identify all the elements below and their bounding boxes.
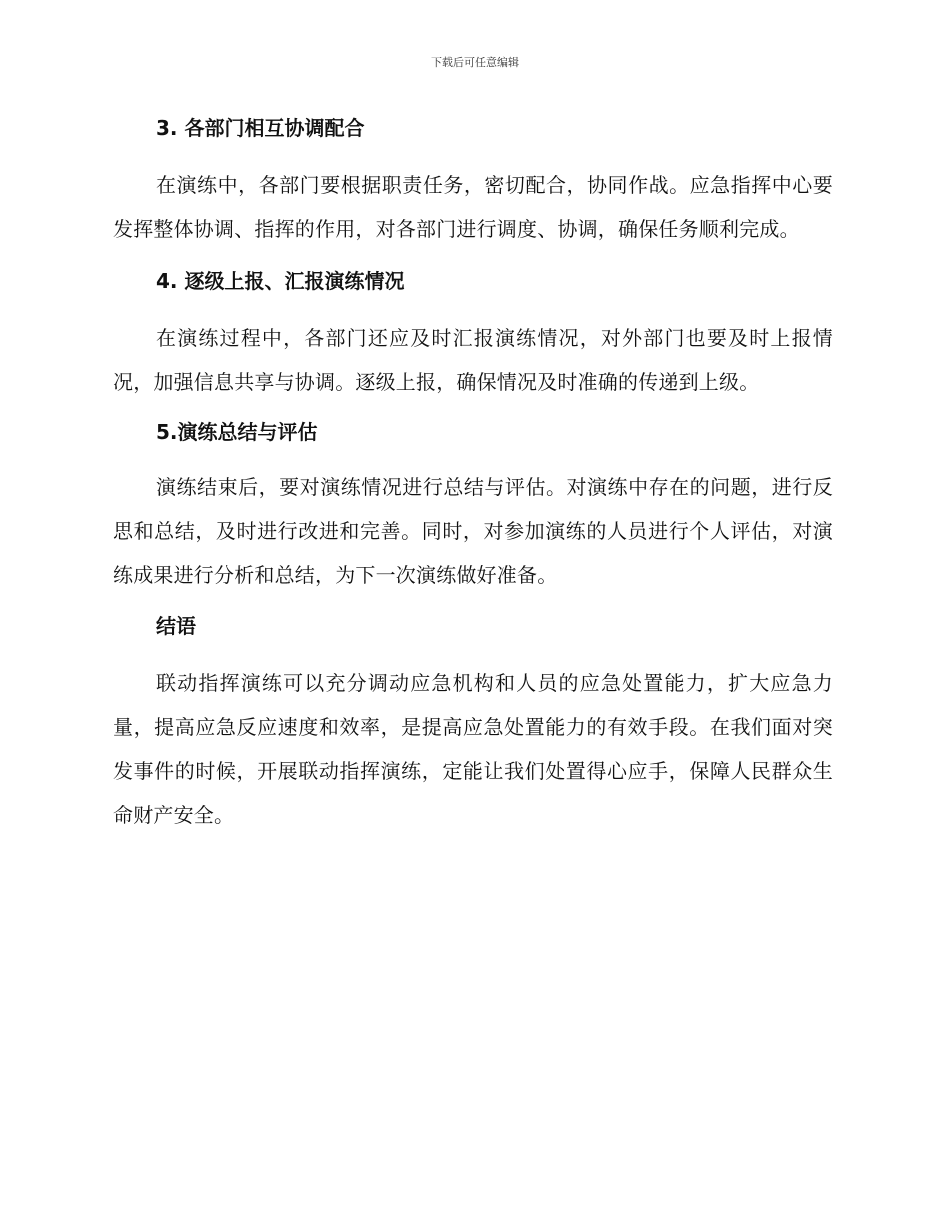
section-paragraph-conclusion: 联动指挥演练可以充分调动应急机构和人员的应急处置能力，扩大应急力量，提高应急反应速度和效率，是提高应急处置能力的有效手段。在我们面对突发事件的时候，开展联动指挥演练，定能让我们处置得心应手，保障人民群众生命财产安全。 [113,671,833,827]
section-paragraph-evaluation: 演练结束后，要对演练情况进行总结与评估。对演练中存在的问题，进行反思和总结，及时进行改进和完善。同时，对参加演练的人员进行个人评估，对演练成果进行分析和总结，为下一次演练做好准备。 [113,475,833,587]
header-note: 下载后可任意编辑 [431,56,519,69]
document-body [113,112,833,837]
section-heading-conclusion: 结语 [156,614,196,638]
section-heading-coordination: 3. 各部门相互协调配合 [156,116,365,140]
section-paragraph-reporting: 在演练过程中，各部门还应及时汇报演练情况，对外部门也要及时上报情况，加强信息共享与协调。逐级上报，确保情况及时准确的传递到上级。 [113,326,833,394]
section-paragraph-coordination: 在演练中，各部门要根据职责任务，密切配合，协同作战。应急指挥中心要发挥整体协调、指挥的作用，对各部门进行调度、协调，确保任务顺利完成。 [113,173,833,241]
section-heading-reporting: 4. 逐级上报、汇报演练情况 [156,269,405,293]
section-heading-evaluation: 5.演练总结与评估 [156,420,318,444]
